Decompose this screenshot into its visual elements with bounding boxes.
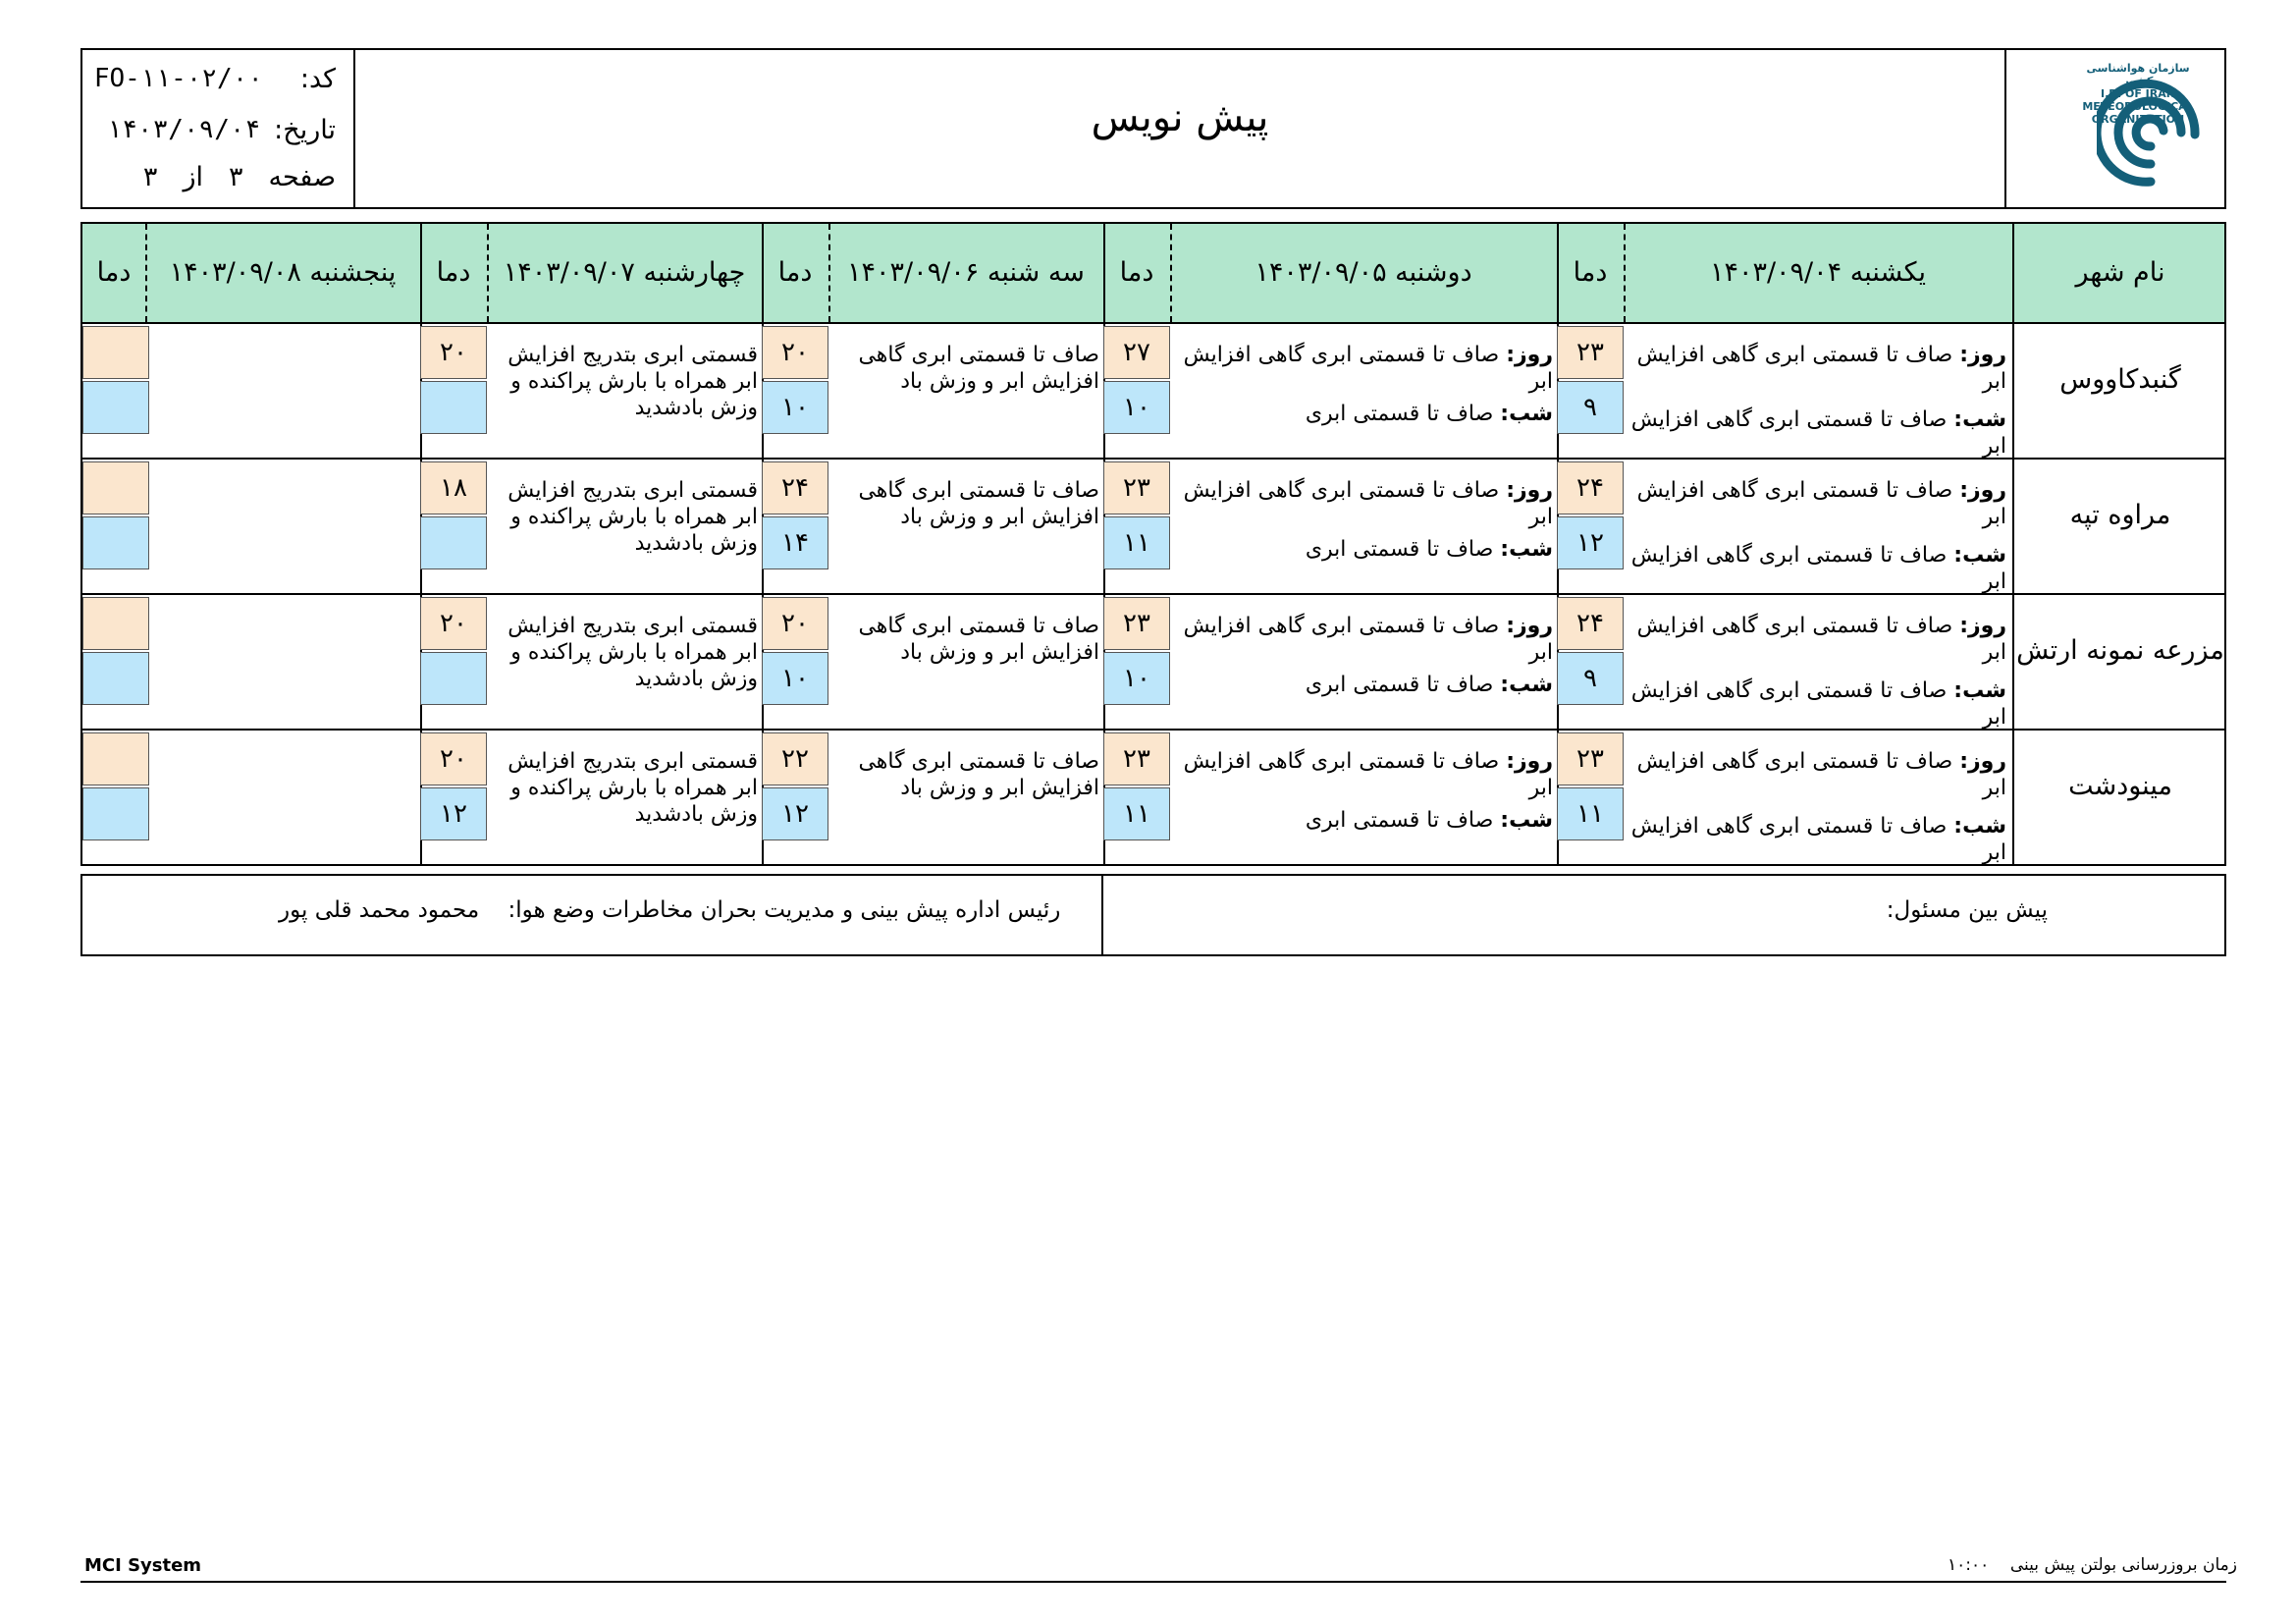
footer-rule (80, 1581, 2226, 1583)
temp-min (420, 381, 487, 434)
forecast-day-2-daytime: روز: صاف تا قسمتی ابری گاهی افزایش ابر (1183, 343, 1553, 394)
temp-min (420, 652, 487, 705)
forecast-day-3: صاف تا قسمتی ابری گاهی افزایش ابر و وزش باد (858, 749, 1099, 800)
logo-swirl-icon (2097, 74, 2205, 191)
logo-text-en-3: ORGANIZATION (2091, 113, 2185, 126)
temp-max: ۲۰ (420, 597, 487, 650)
logo-text-en-2: METEOROLOGICAL (2082, 100, 2194, 113)
update-label: زمان بروزرسانی بولتن پیش بینی (2009, 1555, 2237, 1575)
logo-text-fa: سازمان هواشناسی کشور (2086, 62, 2190, 87)
date-value: ۱۴۰۳/۰۹/۰۴ (106, 115, 261, 144)
code-label: کد: (299, 64, 336, 94)
temp-min (82, 516, 149, 569)
forecast-day-1-night: شب: صاف تا قسمتی ابری گاهی افزایش ابر (1630, 678, 2006, 730)
page-label: صفحه (268, 162, 336, 192)
page-current: ۳ (228, 162, 243, 192)
forecast-day-2-night: شب: صاف تا قسمتی ابری (1305, 808, 1553, 833)
temp-max: ۲۴ (1557, 461, 1624, 514)
forecast-table (80, 222, 2226, 866)
temp-max: ۲۰ (762, 597, 828, 650)
day-4-header: چهارشنبه ۱۴۰۳/۰۹/۰۷ (503, 257, 746, 288)
chief-label: رئیس اداره پیش بینی و مدیریت بحران مخاطرات وضع هوا: (507, 897, 1061, 923)
temp-min: ۱۰ (1103, 652, 1170, 705)
signature-box (80, 874, 2226, 956)
temp-min: ۱۲ (1557, 516, 1624, 569)
forecast-day-3: صاف تا قسمتی ابری گاهی افزایش ابر و وزش باد (858, 614, 1099, 665)
chief-name: محمود محمد قلی پور (279, 897, 480, 923)
temp-max: ۲۲ (762, 732, 828, 785)
temp-max: ۲۴ (1557, 597, 1624, 650)
day-5-temp-header: دما (96, 257, 132, 288)
day-2-header: دوشنبه ۱۴۰۳/۰۹/۰۵ (1255, 257, 1472, 288)
day-5-header: پنجشنبه ۱۴۰۳/۰۹/۰۸ (169, 257, 397, 288)
day-3-temp-header: دما (777, 257, 813, 288)
logo (2004, 50, 2224, 207)
forecast-day-4: قسمتی ابری بتدریج افزایش ابر همراه با بارش پراکنده و وزش بادشدید (507, 749, 758, 827)
temp-min: ۱۰ (762, 381, 828, 434)
chief-signature (279, 897, 1060, 923)
date-label: تاریخ: (274, 115, 336, 145)
forecast-day-1-daytime: روز: صاف تا قسمتی ابری گاهی افزایش ابر (1636, 478, 2006, 529)
forecast-day-1-night: شب: صاف تا قسمتی ابری گاهی افزایش ابر (1630, 543, 2006, 594)
temp-min: ۱۱ (1103, 516, 1170, 569)
temp-min: ۱۲ (762, 787, 828, 840)
page-total: ۳ (142, 162, 158, 192)
temp-max: ۲۳ (1103, 597, 1170, 650)
temp-min (82, 787, 149, 840)
temp-max (82, 461, 149, 514)
day-1-temp-header: دما (1573, 257, 1608, 288)
forecast-day-1-daytime: روز: صاف تا قسمتی ابری گاهی افزایش ابر (1636, 749, 2006, 800)
forecast-day-4: قسمتی ابری بتدریج افزایش ابر همراه با بارش پراکنده و وزش بادشدید (507, 343, 758, 420)
forecast-day-1-daytime: روز: صاف تا قسمتی ابری گاهی افزایش ابر (1636, 343, 2006, 394)
forecast-day-2-night: شب: صاف تا قسمتی ابری (1305, 537, 1553, 562)
temp-max: ۲۷ (1103, 326, 1170, 379)
forecast-day-1-night: شب: صاف تا قسمتی ابری گاهی افزایش ابر (1630, 814, 2006, 865)
forecast-day-1-night: شب: صاف تا قسمتی ابری گاهی افزایش ابر (1630, 407, 2006, 459)
temp-min: ۱۱ (1103, 787, 1170, 840)
day-3-header: سه شنبه ۱۴۰۳/۰۹/۰۶ (847, 257, 1085, 288)
city-name: گنبدکاووس (2059, 364, 2181, 395)
forecaster-label: پیش بین مسئول: (1886, 897, 2048, 923)
day-2-temp-header: دما (1119, 257, 1154, 288)
temp-min: ۱۰ (1103, 381, 1170, 434)
temp-max: ۲۰ (762, 326, 828, 379)
city-name: مراوه تپه (2069, 500, 2171, 530)
temp-max (82, 732, 149, 785)
forecast-day-4: قسمتی ابری بتدریج افزایش ابر همراه با بارش پراکنده و وزش بادشدید (507, 614, 758, 691)
temp-max: ۲۰ (420, 326, 487, 379)
temp-max: ۲۳ (1103, 461, 1170, 514)
logo-text-en-1: I.R. OF IRAN (2101, 87, 2175, 100)
temp-max (82, 326, 149, 379)
temp-min: ۱۱ (1557, 787, 1624, 840)
temp-max: ۲۰ (420, 732, 487, 785)
page-of: از (183, 162, 203, 192)
forecast-day-2-night: شب: صاف تا قسمتی ابری (1305, 673, 1553, 697)
city-name: مینودشت (2068, 771, 2172, 801)
city-name: مزرعه نمونه ارتش (2016, 635, 2224, 666)
temp-max: ۲۳ (1557, 326, 1624, 379)
temp-max (82, 597, 149, 650)
forecast-day-2-daytime: روز: صاف تا قسمتی ابری گاهی افزایش ابر (1183, 478, 1553, 529)
temp-max: ۱۸ (420, 461, 487, 514)
forecast-day-2-daytime: روز: صاف تا قسمتی ابری گاهی افزایش ابر (1183, 614, 1553, 665)
code-value: FO-۱۱-۰۲/۰۰ (93, 64, 263, 93)
temp-min (82, 652, 149, 705)
system-name: MCI System (84, 1555, 202, 1576)
document-header (80, 48, 2226, 209)
temp-min: ۱۰ (762, 652, 828, 705)
forecast-day-2-night: شب: صاف تا قسمتی ابری (1305, 402, 1553, 426)
date-row (107, 115, 336, 145)
temp-min (82, 381, 149, 434)
temp-min: ۱۴ (762, 516, 828, 569)
day-4-temp-header: دما (436, 257, 471, 288)
forecast-day-3: صاف تا قسمتی ابری گاهی افزایش ابر و وزش باد (858, 343, 1099, 394)
forecast-day-4: قسمتی ابری بتدریج افزایش ابر همراه با بارش پراکنده و وزش بادشدید (507, 478, 758, 556)
forecast-day-3: صاف تا قسمتی ابری گاهی افزایش ابر و وزش باد (858, 478, 1099, 529)
page-row (143, 162, 336, 192)
temp-min: ۹ (1557, 652, 1624, 705)
forecast-day-1-daytime: روز: صاف تا قسمتی ابری گاهی افزایش ابر (1636, 614, 2006, 665)
forecast-day-2-daytime: روز: صاف تا قسمتی ابری گاهی افزایش ابر (1183, 749, 1553, 800)
code-row (94, 64, 336, 94)
temp-max: ۲۳ (1103, 732, 1170, 785)
city-column-header: نام شهر (2075, 257, 2165, 288)
temp-max: ۲۴ (762, 461, 828, 514)
temp-max: ۲۳ (1557, 732, 1624, 785)
temp-min: ۹ (1557, 381, 1624, 434)
update-info (1948, 1555, 2237, 1575)
document-meta (82, 50, 355, 207)
day-1-header: یکشنبه ۱۴۰۳/۰۹/۰۴ (1709, 257, 1927, 288)
page-title: پیش نویس (1091, 95, 1269, 140)
temp-min (420, 516, 487, 569)
update-time: ۱۰:۰۰ (1947, 1555, 1990, 1575)
temp-min: ۱۲ (420, 787, 487, 840)
